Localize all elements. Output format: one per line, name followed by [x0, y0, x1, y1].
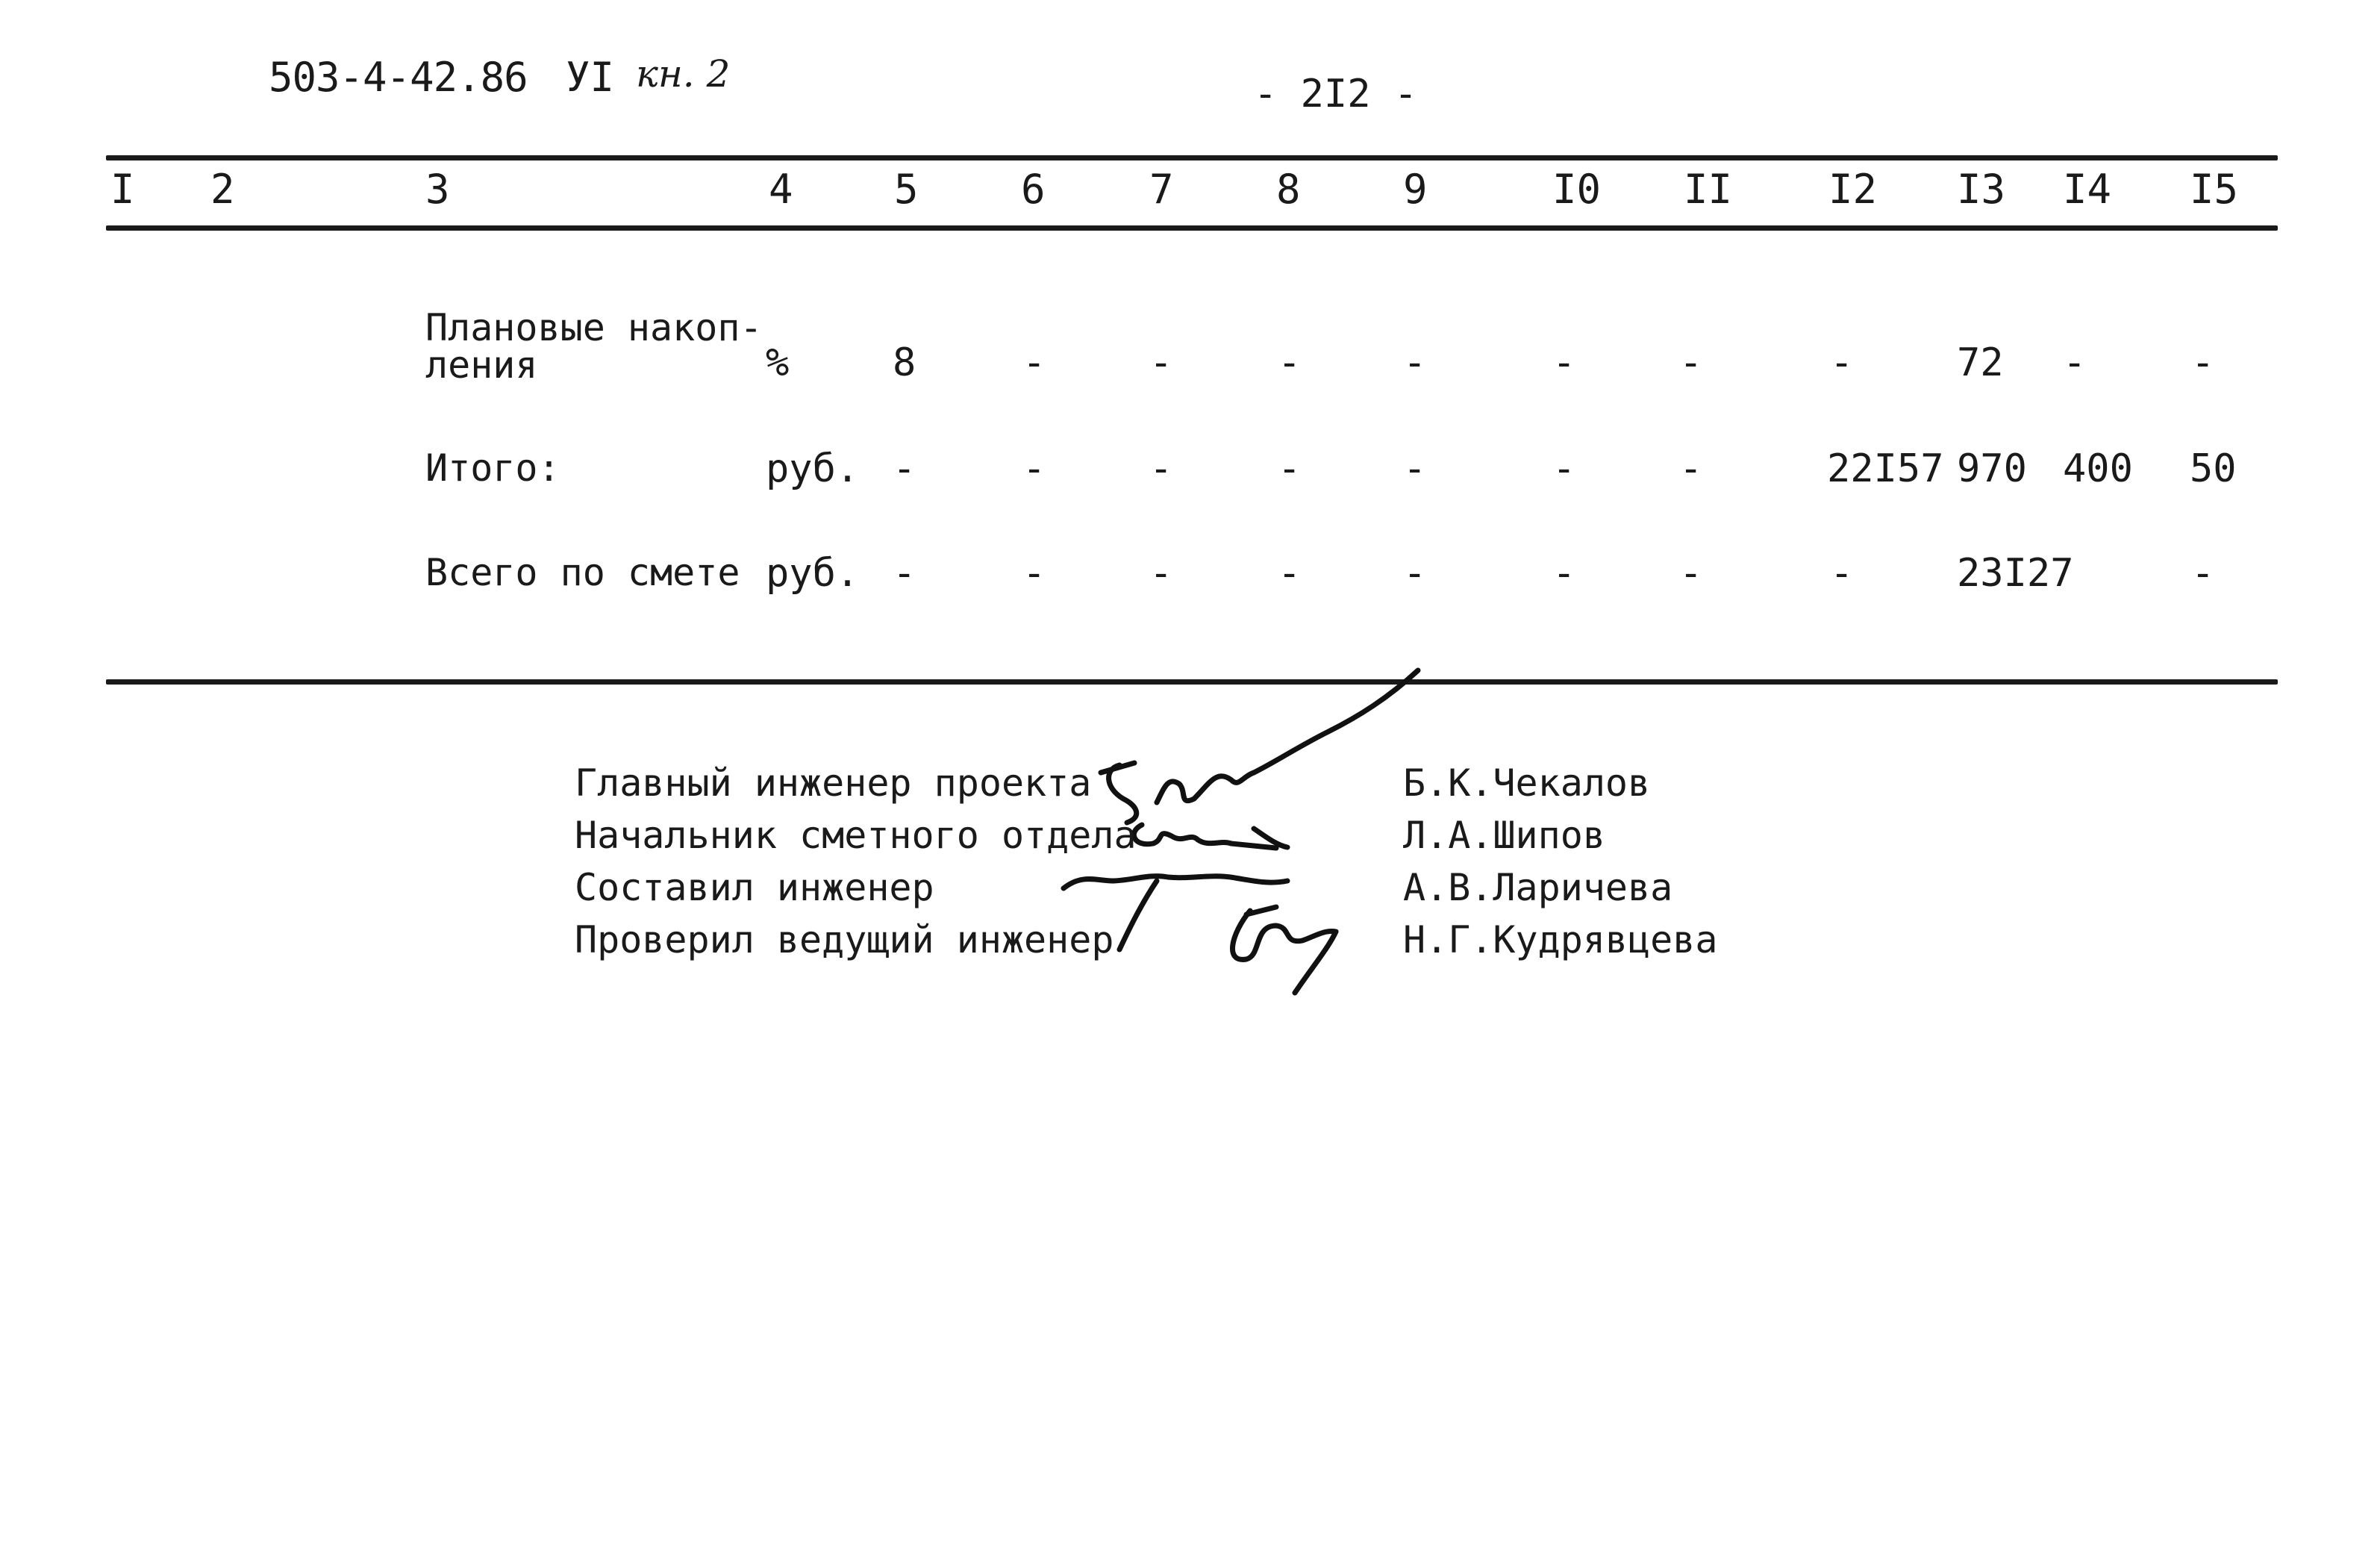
- total-col6: -: [1022, 446, 1046, 491]
- column-header-2: 2: [210, 166, 235, 213]
- grand-total-label: Всего по смете: [425, 551, 740, 594]
- grand-total-col8: -: [1278, 551, 1302, 596]
- signature-name-2: Л.А.Шипов: [1403, 814, 1605, 857]
- table-header-rule: [106, 225, 2278, 231]
- total-col8: -: [1278, 446, 1302, 491]
- planned-col9: -: [1403, 340, 1427, 385]
- total-col15: 50: [2190, 446, 2237, 491]
- planned-col12: -: [1830, 340, 1854, 385]
- document-book: кн. 2: [636, 52, 731, 96]
- grand-total-col10: -: [1552, 551, 1576, 596]
- planned-col10: -: [1552, 340, 1576, 385]
- column-header-9: 9: [1403, 166, 1428, 213]
- planned-col11: -: [1679, 340, 1703, 385]
- column-header-8: 8: [1276, 166, 1301, 213]
- signature-name-4: Н.Г.Кудрявцева: [1403, 918, 1718, 961]
- total-col11: -: [1679, 446, 1703, 491]
- column-header-13: I3: [1957, 166, 2006, 213]
- planned-label-line2: ления: [425, 343, 538, 387]
- column-header-3: 3: [425, 166, 450, 213]
- column-header-14: I4: [2063, 166, 2112, 213]
- grand-total-col7: -: [1149, 551, 1173, 596]
- page-number: - 2I2 -: [1254, 72, 1418, 116]
- grand-total-col12: -: [1830, 551, 1854, 596]
- column-header-4: 4: [769, 166, 793, 213]
- planned-col13: 72: [1957, 340, 2004, 385]
- total-col7: -: [1149, 446, 1173, 491]
- document-volume: УI: [566, 54, 615, 101]
- column-header-11: II: [1684, 166, 1733, 213]
- grand-total-col9: -: [1403, 551, 1427, 596]
- planned-col7: -: [1149, 340, 1173, 385]
- grand-total-col15: -: [2191, 551, 2215, 596]
- total-col5: -: [893, 446, 916, 491]
- planned-label-line1: Плановые накоп-: [425, 306, 763, 349]
- planned-col5: 8: [893, 340, 916, 385]
- planned-col8: -: [1278, 340, 1302, 385]
- planned-unit: %: [766, 340, 790, 385]
- signature-role-1: Главный инженер проекта: [575, 761, 1092, 805]
- column-header-6: 6: [1021, 166, 1046, 213]
- grand-total-col11: -: [1679, 551, 1703, 596]
- total-unit: руб.: [766, 446, 860, 491]
- signature-name-3: А.В.Ларичева: [1403, 866, 1673, 909]
- grand-total-col13: 23I27: [1957, 551, 2074, 596]
- total-col14: 400: [2063, 446, 2133, 491]
- planned-col6: -: [1022, 340, 1046, 385]
- total-col9: -: [1403, 446, 1427, 491]
- column-header-5: 5: [894, 166, 919, 213]
- signature-role-3: Составил инженер: [575, 866, 934, 909]
- column-header-7: 7: [1149, 166, 1174, 213]
- table-top-rule: [106, 155, 2278, 160]
- signature-role-4: Проверил ведущий инженер: [575, 918, 1114, 961]
- planned-col15: -: [2191, 340, 2215, 385]
- document-code: 503-4-42.86: [269, 54, 528, 101]
- total-col13: 970: [1957, 446, 2027, 491]
- grand-total-col5: -: [893, 551, 916, 596]
- column-header-12: I2: [1828, 166, 1878, 213]
- signature-role-2: Начальник сметного отдела: [575, 814, 1137, 857]
- grand-total-col6: -: [1022, 551, 1046, 596]
- column-header-15: I5: [2190, 166, 2239, 213]
- grand-total-unit: руб.: [766, 551, 860, 596]
- total-col10: -: [1552, 446, 1576, 491]
- column-header-1: I: [110, 166, 135, 213]
- signature-name-1: Б.К.Чекалов: [1403, 761, 1651, 805]
- total-label: Итого:: [425, 446, 560, 490]
- planned-col14: -: [2063, 340, 2087, 385]
- total-col12: 22I57: [1827, 446, 1944, 491]
- column-header-10: I0: [1552, 166, 1602, 213]
